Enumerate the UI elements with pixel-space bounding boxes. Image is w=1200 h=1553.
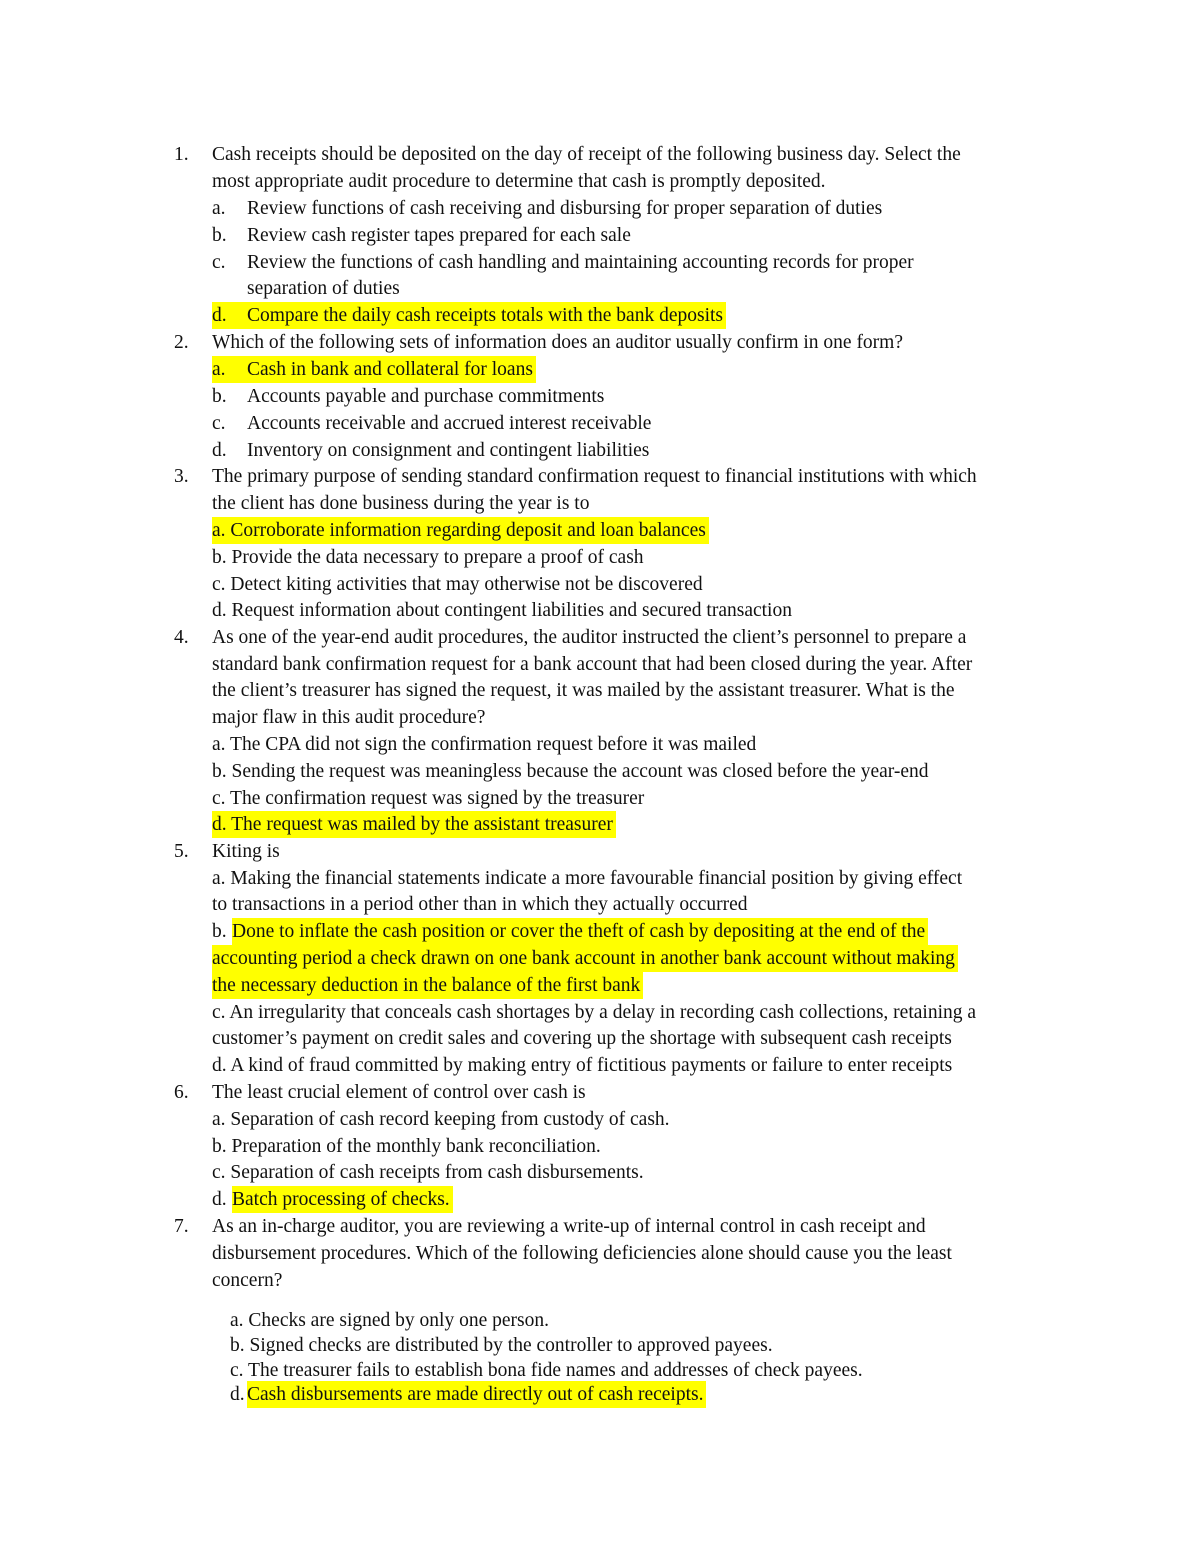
choice-label: b.	[212, 921, 227, 942]
choice-label: c.	[212, 252, 226, 273]
question-stem-line: concern?	[212, 1270, 283, 1291]
choice-text: to transactions in a period other than in which they actually occurred	[212, 894, 748, 915]
question-number: 4.	[174, 627, 189, 648]
question-number: 6.	[174, 1082, 189, 1103]
question-stem-line: the client’s treasurer has signed the request, it was mailed by the assistant treasurer. What is the	[212, 680, 955, 701]
highlighted-answer	[212, 302, 726, 329]
question-number: 5.	[174, 841, 189, 862]
highlighted-answer: a. Corroborate information regarding deposit and loan balances	[212, 517, 709, 544]
choice-text: a. Making the financial statements indicate a more favourable financial position by giving effect	[212, 868, 963, 889]
highlighted-answer: d. The request was mailed by the assistant treasurer	[212, 811, 616, 838]
highlighted-answer: accounting period a check drawn on one bank account in another bank account without making	[212, 945, 958, 972]
question-stem-line: most appropriate audit procedure to determine that cash is promptly deposited.	[212, 171, 826, 192]
question-stem-line: major flaw in this audit procedure?	[212, 707, 486, 728]
choice-label: d.	[212, 1189, 227, 1210]
choice-label: d.	[230, 1384, 245, 1405]
choice-text: c. The treasurer fails to establish bona fide names and addresses of check payees.	[230, 1360, 863, 1381]
question-stem-line: The primary purpose of sending standard confirmation request to financial institutions with which	[212, 466, 977, 487]
question-stem-line: As one of the year-end audit procedures, the auditor instructed the client’s personnel to prepare a	[212, 627, 967, 648]
choice-text: c. The confirmation request was signed by the treasurer	[212, 788, 645, 809]
choice-label: b.	[212, 386, 227, 407]
question-stem-line: Cash receipts should be deposited on the day of receipt of the following business day. Select the	[212, 144, 961, 165]
choice-text: c. Detect kiting activities that may otherwise not be discovered	[212, 574, 703, 595]
choice-text: b. Provide the data necessary to prepare a proof of cash	[212, 547, 644, 568]
choice-text: b. Preparation of the monthly bank reconciliation.	[212, 1136, 601, 1157]
choice-text: Accounts receivable and accrued interest receivable	[247, 413, 652, 434]
choice-label: d.	[212, 305, 227, 326]
choice-text: d. Request information about contingent liabilities and secured transaction	[212, 600, 792, 621]
question-number: 2.	[174, 332, 189, 353]
choice-text: b. Sending the request was meaningless because the account was closed before the year-end	[212, 761, 929, 782]
question-stem-line: Kiting is	[212, 841, 280, 862]
choice-text: a. Separation of cash record keeping from custody of cash.	[212, 1109, 670, 1130]
choice-label: d.	[212, 440, 227, 461]
choice-text: Review the functions of cash handling and maintaining accounting records for proper	[247, 252, 914, 273]
choice-label: a.	[212, 359, 226, 380]
choice-text: c. An irregularity that conceals cash shortages by a delay in recording cash collections, retaining a	[212, 1002, 977, 1023]
question-stem-line: The least crucial element of control over cash is	[212, 1082, 586, 1103]
highlighted-answer: Cash disbursements are made directly out of cash receipts.	[247, 1381, 706, 1408]
choice-label: c.	[212, 413, 226, 434]
question-number: 7.	[174, 1216, 189, 1237]
choice-text: Review functions of cash receiving and disbursing for proper separation of duties	[247, 198, 883, 219]
question-stem-line: Which of the following sets of information does an auditor usually confirm in one form?	[212, 332, 904, 353]
highlighted-answer: Done to inflate the cash position or cover the theft of cash by depositing at the end of the	[232, 918, 928, 945]
choice-text: Inventory on consignment and contingent liabilities	[247, 440, 650, 461]
highlighted-answer: Batch processing of checks.	[232, 1186, 453, 1213]
choice-text: c. Separation of cash receipts from cash disbursements.	[212, 1162, 644, 1183]
highlighted-answer: the necessary deduction in the balance of the first bank	[212, 972, 643, 999]
choice-text: a. The CPA did not sign the confirmation request before it was mailed	[212, 734, 757, 755]
highlighted-answer	[212, 356, 536, 383]
choice-label: b.	[212, 225, 227, 246]
choice-text: customer’s payment on credit sales and covering up the shortage with subsequent cash receipts	[212, 1028, 952, 1049]
question-stem-line: As an in-charge auditor, you are reviewing a write-up of internal control in cash receipt and	[212, 1216, 926, 1237]
choice-label: a.	[212, 198, 226, 219]
choice-text: Review cash register tapes prepared for each sale	[247, 225, 631, 246]
question-stem-line: disbursement procedures. Which of the following deficiencies alone should cause you the least	[212, 1243, 952, 1264]
question-stem-line: the client has done business during the year is to	[212, 493, 590, 514]
choice-text: Cash in bank and collateral for loans	[247, 359, 533, 380]
question-number: 1.	[174, 144, 189, 165]
choice-text: Compare the daily cash receipts totals with the bank deposits	[247, 305, 724, 326]
choice-text: a. Checks are signed by only one person.	[230, 1310, 549, 1331]
question-number: 3.	[174, 466, 189, 487]
choice-text: Accounts payable and purchase commitments	[247, 386, 605, 407]
choice-text: d. A kind of fraud committed by making entry of fictitious payments or failure to enter receipts	[212, 1055, 953, 1076]
choice-text: b. Signed checks are distributed by the controller to approved payees.	[230, 1335, 773, 1356]
choice-text: separation of duties	[247, 278, 400, 299]
question-stem-line: standard bank confirmation request for a bank account that had been closed during the year. After	[212, 654, 973, 675]
